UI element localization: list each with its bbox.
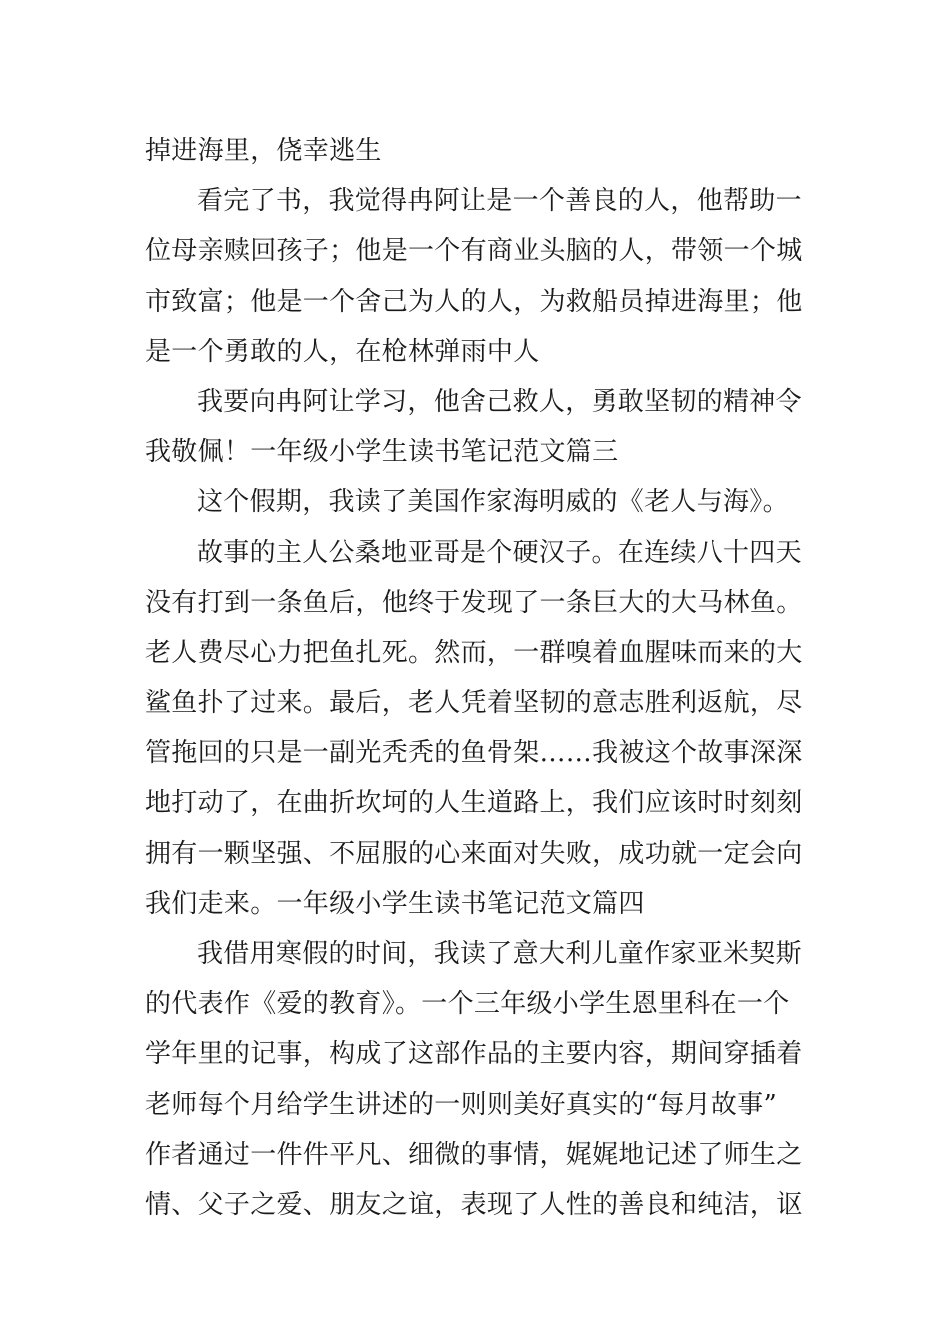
text-line: 我们走来。一年级小学生读书笔记范文篇四	[145, 888, 645, 919]
text-line: 我借用寒假的时间，我读了意大利儿童作家亚米契斯	[197, 939, 802, 969]
body-text	[145, 126, 810, 1230]
text-line: 的代表作《爱的教育》。一个三年级小学生恩里科在一个	[145, 989, 790, 1020]
text-line: 掉进海里，侥幸逃生	[145, 136, 382, 166]
text-line: 情、父子之爱、朋友之谊，表现了人性的善良和纯洁，讴	[145, 1189, 803, 1220]
text-line: 故事的主人公桑地亚哥是个硬汉子。在连续八十四天	[197, 537, 802, 568]
text-line: 市致富；他是一个舍己为人的人，为救船员掉进海里；他	[145, 286, 803, 317]
text-line: 作者通过一件件平凡、细微的事情，娓娓地记述了师生之	[145, 1139, 803, 1170]
text-line: 这个假期，我读了美国作家海明威的《老人与海》。	[197, 487, 789, 518]
text-line: 拥有一颗坚强、不屈服的心来面对失败，成功就一定会向	[145, 838, 803, 869]
text-line: 老人费尽心力把鱼扎死。然而，一群嗅着血腥味而来的大	[145, 637, 803, 668]
text-line: 看完了书，我觉得冉阿让是一个善良的人，他帮助一	[197, 186, 802, 217]
text-line: 没有打到一条鱼后，他终于发现了一条巨大的大马林鱼。	[145, 587, 803, 618]
text-line: 老师每个月给学生讲述的一则则美好真实的“每月故事”	[145, 1089, 778, 1120]
text-line: 鲨鱼扑了过来。最后，老人凭着坚韧的意志胜利返航，尽	[145, 688, 803, 719]
text-line: 管拖回的只是一副光秃秃的鱼骨架……我被这个故事深深	[145, 738, 803, 769]
text-line: 是一个勇敢的人，在枪林弹雨中人	[145, 336, 540, 367]
text-line: 学年里的记事，构成了这部作品的主要内容，期间穿插着	[145, 1039, 803, 1070]
text-line: 我敬佩！一年级小学生读书笔记范文篇三	[145, 437, 619, 468]
text-line: 位母亲赎回孩子；他是一个有商业头脑的人，带领一个城	[145, 236, 803, 267]
text-line: 我要向冉阿让学习，他舍己救人，勇敢坚韧的精神令	[197, 386, 802, 417]
text-line: 地打动了，在曲折坎坷的人生道路上，我们应该时时刻刻	[145, 788, 803, 819]
